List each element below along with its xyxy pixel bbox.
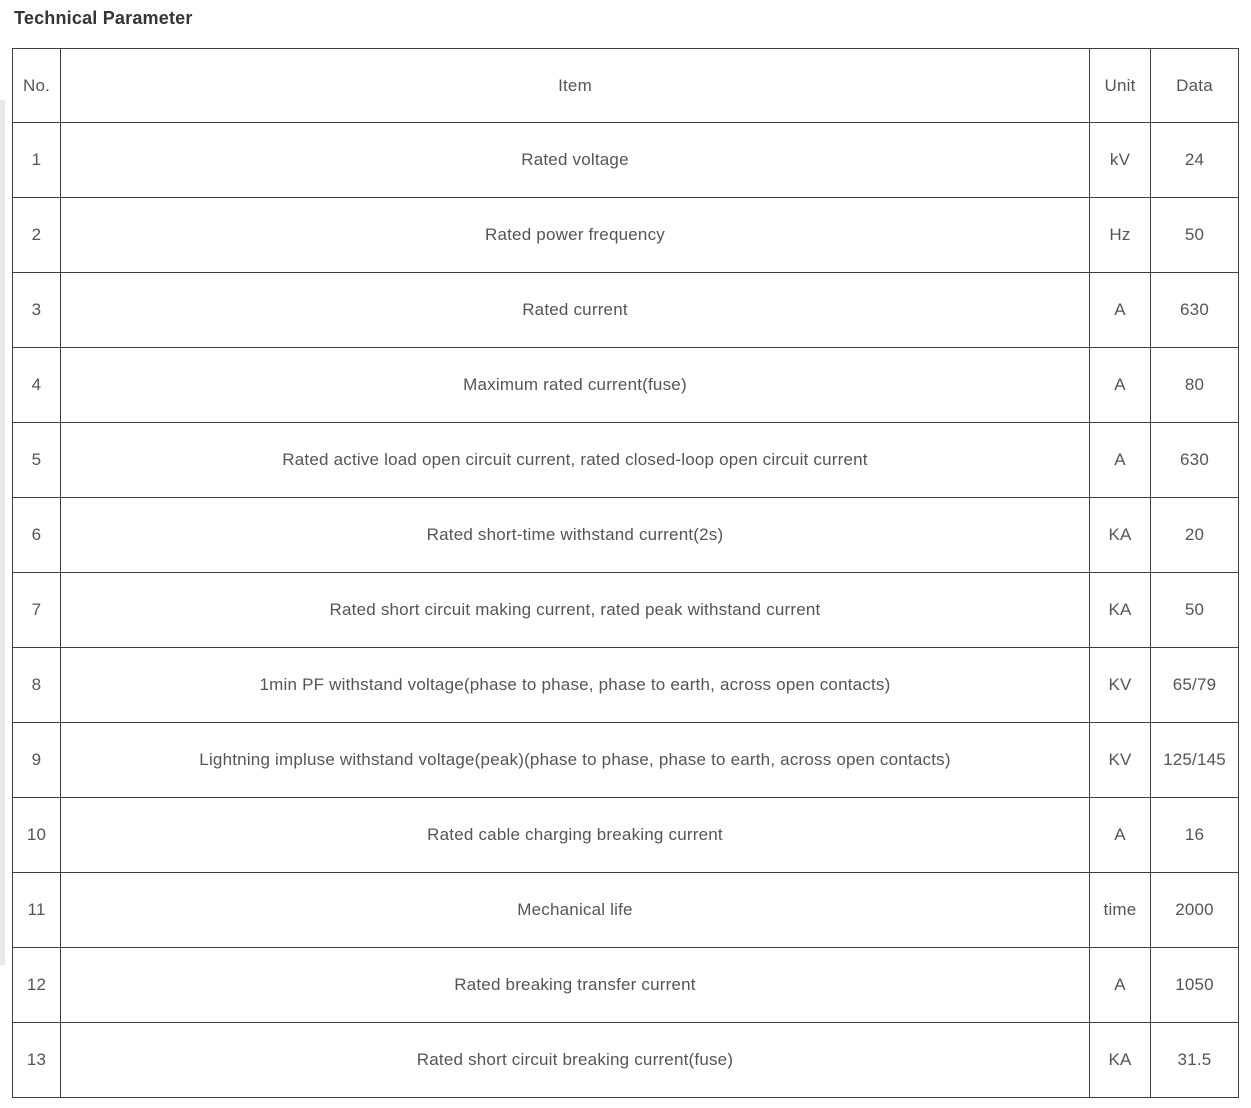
table-row: [13, 348, 1239, 423]
cell-data: 16: [1151, 798, 1239, 873]
page-title: Technical Parameter: [14, 8, 193, 28]
cell-item: Rated short-time withstand current(2s): [61, 498, 1090, 573]
cell-unit: Hz: [1090, 198, 1151, 273]
cell-data: 65/79: [1151, 648, 1239, 723]
cell-data: 630: [1151, 423, 1239, 498]
cell-item: Rated short circuit breaking current(fuse): [61, 1023, 1090, 1098]
cell-item: Mechanical life: [61, 873, 1090, 948]
page-edge-strip: [0, 100, 5, 965]
table-row: [13, 423, 1239, 498]
cell-no: 6: [13, 498, 61, 573]
cell-no: 13: [13, 1023, 61, 1098]
cell-data: 31.5: [1151, 1023, 1239, 1098]
table-body: [13, 123, 1239, 1098]
cell-item: Rated active load open circuit current, rated closed-loop open circuit current: [61, 423, 1090, 498]
cell-no: 10: [13, 798, 61, 873]
cell-data: 1050: [1151, 948, 1239, 1023]
cell-unit: KV: [1090, 723, 1151, 798]
cell-data: 24: [1151, 123, 1239, 198]
cell-item: Rated voltage: [61, 123, 1090, 198]
cell-unit: KA: [1090, 498, 1151, 573]
table-row: [13, 723, 1239, 798]
cell-unit: kV: [1090, 123, 1151, 198]
cell-no: 2: [13, 198, 61, 273]
table-row: [13, 798, 1239, 873]
header-unit: Unit: [1090, 49, 1151, 123]
cell-unit: KV: [1090, 648, 1151, 723]
table-row: [13, 873, 1239, 948]
cell-no: 9: [13, 723, 61, 798]
cell-unit: A: [1090, 273, 1151, 348]
cell-unit: A: [1090, 798, 1151, 873]
cell-item: Lightning impluse withstand voltage(peak)(phase to phase, phase to earth, across open contacts): [61, 723, 1090, 798]
cell-unit: KA: [1090, 573, 1151, 648]
technical-parameter-table: [12, 48, 1239, 1098]
cell-item: Rated cable charging breaking current: [61, 798, 1090, 873]
cell-unit: A: [1090, 348, 1151, 423]
cell-item: 1min PF withstand voltage(phase to phase, phase to earth, across open contacts): [61, 648, 1090, 723]
cell-no: 5: [13, 423, 61, 498]
cell-data: 20: [1151, 498, 1239, 573]
header-no: No.: [13, 49, 61, 123]
cell-data: 125/145: [1151, 723, 1239, 798]
cell-item: Rated breaking transfer current: [61, 948, 1090, 1023]
cell-data: 80: [1151, 348, 1239, 423]
cell-no: 4: [13, 348, 61, 423]
cell-unit: A: [1090, 423, 1151, 498]
table-row: [13, 948, 1239, 1023]
table-row: [13, 648, 1239, 723]
cell-data: 630: [1151, 273, 1239, 348]
cell-no: 12: [13, 948, 61, 1023]
cell-item: Rated power frequency: [61, 198, 1090, 273]
cell-no: 3: [13, 273, 61, 348]
table-header: [13, 49, 1239, 123]
cell-item: Rated current: [61, 273, 1090, 348]
table-row: [13, 498, 1239, 573]
cell-item: Maximum rated current(fuse): [61, 348, 1090, 423]
table-row: [13, 573, 1239, 648]
table-row: [13, 123, 1239, 198]
cell-unit: A: [1090, 948, 1151, 1023]
header-row: [13, 49, 1239, 123]
cell-no: 1: [13, 123, 61, 198]
cell-item: Rated short circuit making current, rated peak withstand current: [61, 573, 1090, 648]
table-row: [13, 1023, 1239, 1098]
cell-no: 8: [13, 648, 61, 723]
cell-data: 50: [1151, 573, 1239, 648]
table-row: [13, 198, 1239, 273]
header-data: Data: [1151, 49, 1239, 123]
cell-no: 11: [13, 873, 61, 948]
cell-data: 2000: [1151, 873, 1239, 948]
header-item: Item: [61, 49, 1090, 123]
cell-unit: KA: [1090, 1023, 1151, 1098]
table-row: [13, 273, 1239, 348]
cell-data: 50: [1151, 198, 1239, 273]
cell-no: 7: [13, 573, 61, 648]
cell-unit: time: [1090, 873, 1151, 948]
